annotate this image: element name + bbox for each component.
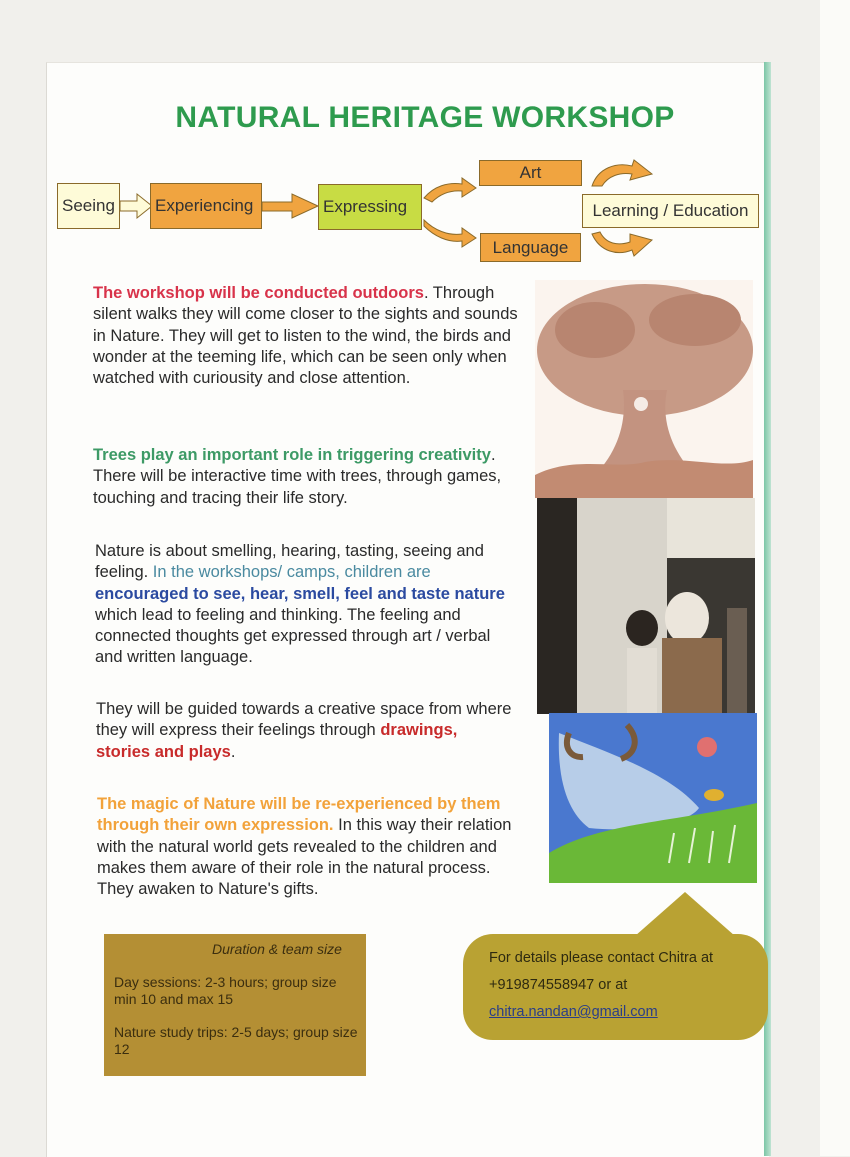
flow-art: Art [479, 160, 582, 186]
paragraph-senses [95, 541, 510, 669]
paragraph-creative-space [96, 699, 516, 763]
paragraph-trees-lead: Trees play an important role in triggering creativity [93, 446, 491, 464]
paragraph-outdoors [93, 283, 531, 389]
paragraph-magic-body: In this way their relation with the natural world gets revealed to the children and makes them aware of their role in the natural process. They awaken to Nature's gifts. [97, 816, 512, 899]
paragraph-senses-a: Nature is about smelling, hearing, tasting, seeing and feeling. [95, 542, 484, 582]
flow-expressing: Expressing [318, 184, 422, 230]
contact-box [463, 934, 768, 1040]
flow-experiencing: Experiencing [150, 183, 262, 229]
page-title: NATURAL HERITAGE WORKSHOP [175, 101, 675, 134]
paragraph-magic-lead: The magic of Nature will be re-experienced by them through their own expression. [97, 795, 501, 835]
duration-heading: Duration & team size [212, 941, 342, 957]
flow-language: Language [480, 233, 581, 262]
flow-learning: Learning / Education [582, 194, 759, 228]
paragraph-trees-body: . There will be interactive time with trees, through games, touching and tracing their life story. [93, 446, 502, 507]
paragraph-outdoors-body: . Through silent walks they will come closer to the sights and sounds in Nature. They will get to listen to the wind, the birds and wonder at the teeming life, which can be seen only when watched with curiousity and close attention. [93, 284, 518, 388]
paragraph-magic [97, 794, 522, 900]
contact-email-link[interactable]: chitra.nandan@gmail.com [489, 1004, 658, 1020]
paragraph-senses-b: In the workshops/ camps, children are [152, 563, 431, 582]
workshop-photo-image [537, 498, 755, 714]
paragraph-senses-c: encouraged to see, hear, smell, feel and taste nature [95, 584, 505, 603]
page-edge [820, 0, 850, 1156]
paragraph-creative-em: drawings, stories and plays [96, 721, 458, 761]
paragraph-creative-body: They will be guided towards a creative space from where they will express their feelings through [96, 700, 512, 740]
duration-day-sessions: Day sessions: 2-3 hours; group size min 10 and max 15 [114, 974, 337, 1007]
paragraph-outdoors-lead: The workshop will be conducted outdoors [93, 284, 424, 302]
flow-seeing: Seeing [57, 183, 120, 229]
contact-callout [463, 890, 773, 1040]
paragraph-creative-end: . [230, 742, 236, 761]
duration-study-trips: Nature study trips: 2-5 days; group size 12 [114, 1024, 358, 1057]
contact-phone: +919874558947 or at [489, 977, 628, 993]
duration-box [104, 934, 366, 1076]
contact-line1: For details please contact Chitra at [489, 950, 714, 966]
tree-print-image [535, 280, 753, 498]
bull-painting-image [549, 713, 757, 883]
paragraph-trees [93, 445, 518, 509]
paragraph-senses-d: which lead to feeling and thinking. The feeling and connected thoughts get expressed through art / verbal and written language. [95, 605, 491, 667]
